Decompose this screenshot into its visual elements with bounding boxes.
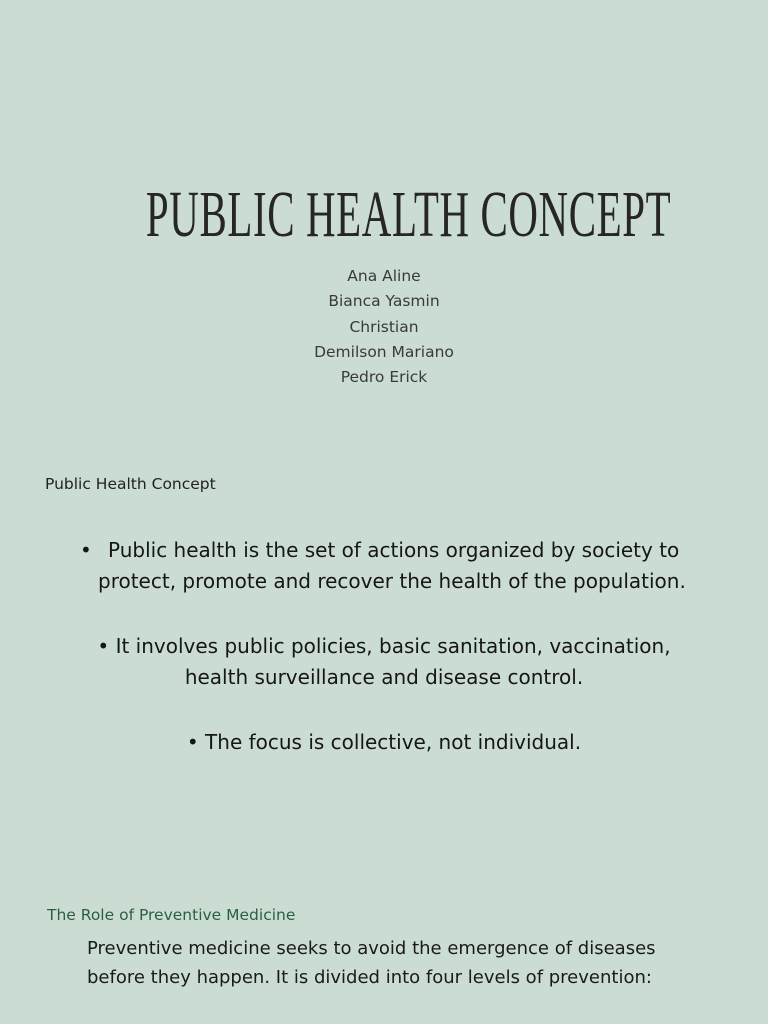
bullet-item-policies xyxy=(0,631,768,693)
bullet-line xyxy=(60,535,720,566)
bullet-item-definition xyxy=(60,535,720,597)
bullet-text: protect, promote and recover the health of the population. xyxy=(98,569,686,593)
bullet-icon: • xyxy=(80,538,92,562)
author-list xyxy=(0,264,768,390)
body-paragraph xyxy=(87,935,727,992)
paragraph-line: Preventive medicine seeks to avoid the emergence of diseases xyxy=(87,938,656,959)
page-title: PUBLIC HEALTH CONCEPT xyxy=(145,178,672,251)
bullet-text: • The focus is collective, not individual. xyxy=(186,730,582,754)
section-label: Public Health Concept xyxy=(45,475,216,493)
paragraph-line: before they happen. It is divided into four levels of prevention: xyxy=(87,966,652,988)
author-name: Christian xyxy=(349,317,419,336)
bullet-text: • It involves public policies, basic sanitation, vaccination, xyxy=(97,634,671,658)
author-name: Bianca Yasmin xyxy=(328,292,440,311)
author-name: Pedro Erick xyxy=(340,368,428,387)
bullet-text: health surveillance and disease control. xyxy=(184,665,584,689)
section-subheading: The Role of Preventive Medicine xyxy=(47,906,296,924)
author-name: Ana Aline xyxy=(347,267,421,285)
bullet-item-focus xyxy=(0,727,768,758)
bullet-text: Public health is the set of actions organized by society to xyxy=(108,538,680,562)
author-name: Demilson Mariano xyxy=(314,342,454,361)
